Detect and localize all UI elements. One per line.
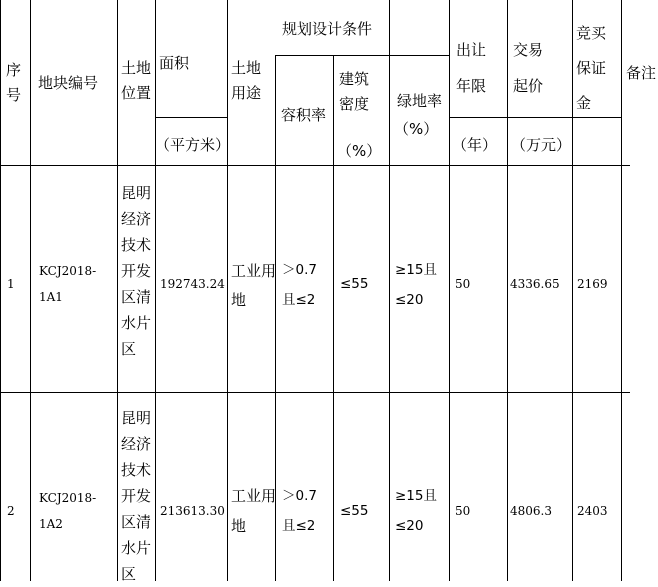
header-seq: 序号 [6,61,22,104]
grid-line [449,0,450,581]
header-term: 出让年限 [456,41,487,95]
grid-line [389,0,390,581]
row-2-parcel-no-line2: 1A2 [39,517,63,531]
row-1-green-line2: ≤20 [395,292,424,308]
row-1-green-line1: ≥15且 [395,262,437,278]
header-term-unit: （年） [452,136,498,154]
grid-line [155,117,227,118]
grid-line [333,55,334,581]
grid-line [621,0,622,581]
row-1-area: 192743.24 [160,277,225,291]
row-2-green-line2: ≤20 [395,518,424,534]
row-1-deposit: 2169 [577,277,608,291]
row-1-use-line1: 工业用 [231,262,277,280]
header-density-unit: （%） [337,142,382,160]
row-2-far-line1: ＞0.7 [282,488,317,504]
row-1-use-line2: 地 [231,291,247,309]
row-2-location: 昆明经济技术开发区清水片区 [121,409,152,583]
grid-line [572,0,573,581]
row-1-far-line1: ＞0.7 [282,262,317,278]
row-2-green-line1: ≥15且 [395,488,437,504]
grid-line [275,55,449,56]
header-next-column: 备注 [626,64,657,82]
row-2-density: ≤55 [340,503,369,519]
row-1-far-line2: 且≤2 [282,292,316,308]
header-green-ratio: 绿地率 [397,92,443,110]
header-bid-deposit: 竞买保证金 [576,24,607,112]
row-1-parcel-no-line2: 1A1 [39,290,63,304]
grid-line [0,165,630,166]
row-1-location: 昆明经济技术开发区清水片区 [121,184,152,358]
row-1-term: 50 [455,277,471,291]
header-green-unit: （%） [394,120,439,138]
row-1-density: ≤55 [340,276,369,292]
header-price-unit: （万元） [511,136,572,154]
header-land-use: 土地用途 [231,59,262,102]
row-2-seq: 2 [7,504,15,518]
grid-line [227,0,228,581]
row-1-parcel-no-line1: KCJ2018- [39,264,97,278]
row-2-price: 4806.3 [510,504,552,518]
header-far: 容积率 [281,106,327,124]
grid-line [155,0,156,581]
row-1-price: 4336.65 [510,277,560,291]
grid-line [0,392,630,393]
row-2-deposit: 2403 [577,504,608,518]
grid-line [30,0,31,581]
row-1-seq: 1 [7,277,15,291]
row-2-use-line2: 地 [231,517,247,535]
grid-line [507,0,508,581]
header-area-unit: （平方米） [155,136,231,154]
header-building-density: 建筑密度 [339,70,370,113]
header-parcel-no: 地块编号 [38,74,99,92]
row-2-term: 50 [455,504,471,518]
row-2-far-line2: 且≤2 [282,518,316,534]
grid-line [0,0,1,581]
row-2-parcel-no-line1: KCJ2018- [39,491,97,505]
grid-line [117,0,118,581]
header-planning-conditions: 规划设计条件 [282,20,373,38]
row-2-use-line1: 工业用 [231,487,277,505]
header-location: 土地位置 [121,59,152,102]
header-area: 面积 [159,54,190,72]
header-starting-price: 交易起价 [513,41,544,95]
row-2-area: 213613.30 [160,504,225,518]
